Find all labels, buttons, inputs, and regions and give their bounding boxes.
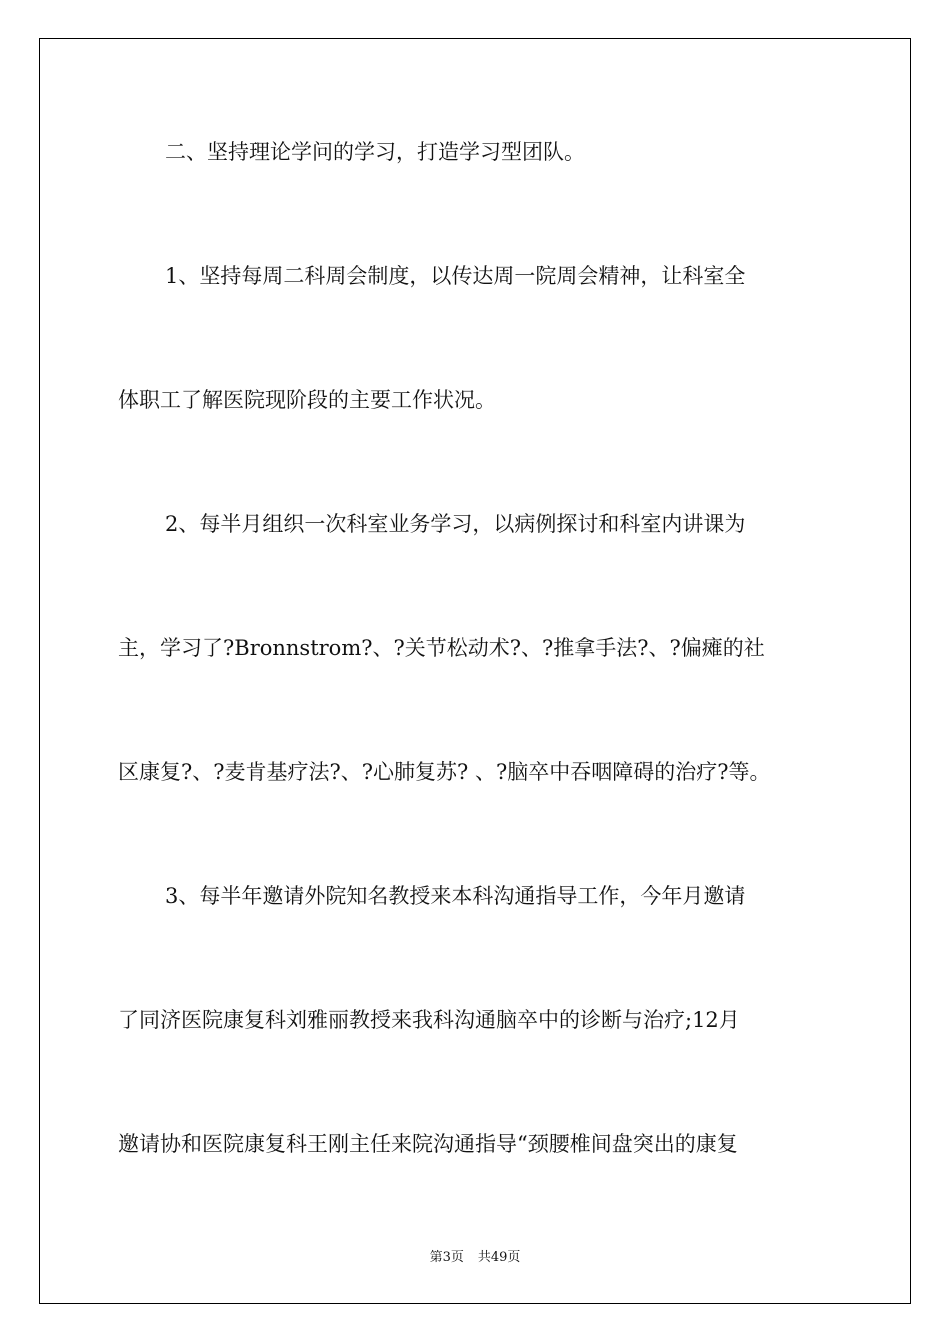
paragraph-line: 区康复?、?麦肯基疗法?、?心肺复苏? 、?脑卒中吞咽障碍的治疗?等。 (118, 760, 771, 784)
paragraph-line: 1、坚持每周二科周会制度，以传达周一院周会精神，让科室全 (165, 264, 746, 288)
page-footer (0, 1246, 950, 1265)
paragraph-line: 体职工了解医院现阶段的主要工作状况。 (118, 388, 496, 412)
paragraph-line: 了同济医院康复科刘雅丽教授来我科沟通脑卒中的诊断与治疗;12月 (118, 1008, 740, 1032)
paragraph-line: 邀请协和医院康复科王刚主任来院沟通指导“颈腰椎间盘突出的康复 (118, 1132, 738, 1156)
page-number: 第3页 (429, 1250, 464, 1265)
page-border (39, 38, 911, 1304)
section-heading: 二、坚持理论学问的学习，打造学习型团队。 (165, 140, 585, 164)
paragraph-line: 主，学习了?Bronnstrom?、?关节松动术?、?推拿手法?、?偏瘫的社 (118, 636, 765, 660)
page-total: 共49页 (477, 1250, 521, 1265)
paragraph-line: 3、每半年邀请外院知名教授来本科沟通指导工作，今年月邀请 (165, 884, 746, 908)
paragraph-line: 2、每半月组织一次科室业务学习，以病例探讨和科室内讲课为 (165, 512, 746, 536)
